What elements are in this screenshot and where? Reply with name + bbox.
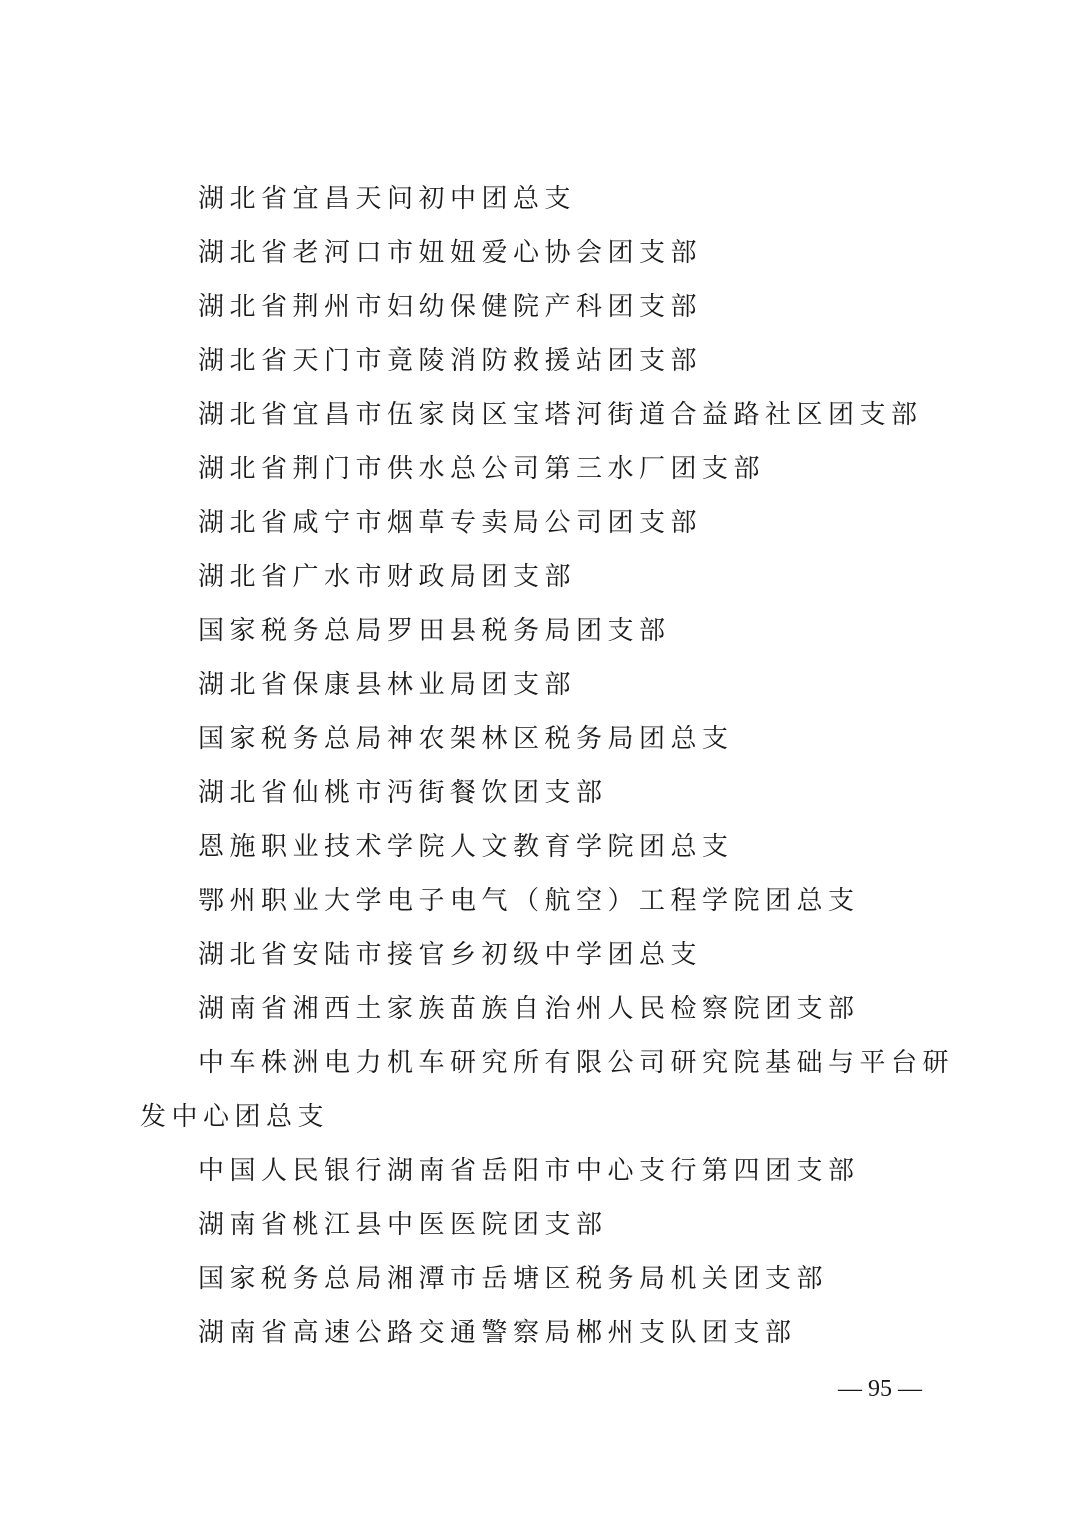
organization-list: [140, 172, 960, 1360]
list-item: 湖北省安陆市接官乡初级中学团总支: [198, 940, 703, 970]
list-item: 湖北省荆门市供水总公司第三水厂团支部: [198, 454, 766, 484]
list-item: 湖北省老河口市妞妞爱心协会团支部: [198, 238, 703, 268]
list-item: 湖南省高速公路交通警察局郴州支队团支部: [198, 1318, 797, 1348]
list-item: 国家税务总局罗田县税务局团支部: [198, 616, 671, 646]
list-item: 湖北省广水市财政局团支部: [198, 562, 577, 592]
list-item: 湖北省荆州市妇幼保健院产科团支部: [198, 292, 703, 322]
list-item: 中车株洲电力机车研究所有限公司研究院基础与平台研发中心团总支: [140, 1048, 955, 1132]
list-item: 湖北省保康县林业局团支部: [198, 670, 577, 700]
list-item: 湖北省宜昌市伍家岗区宝塔河街道合益路社区团支部: [198, 400, 923, 430]
list-item: 国家税务总局湘潭市岳塘区税务局机关团支部: [198, 1264, 829, 1294]
list-item: 鄂州职业大学电子电气（航空）工程学院团总支: [198, 886, 860, 916]
list-item: 湖北省天门市竟陵消防救援站团支部: [198, 346, 703, 376]
list-item: 湖北省仙桃市沔街餐饮团支部: [198, 778, 608, 808]
list-item: 国家税务总局神农架林区税务局团总支: [198, 724, 734, 754]
list-item: 中国人民银行湖南省岳阳市中心支行第四团支部: [198, 1156, 860, 1186]
page-number: — 95 —: [838, 1376, 922, 1402]
list-item: 湖北省宜昌天问初中团总支: [198, 184, 577, 214]
list-item: 恩施职业技术学院人文教育学院团总支: [198, 832, 734, 862]
list-item: 湖南省湘西土家族苗族自治州人民检察院团支部: [198, 994, 860, 1024]
list-item: 湖北省咸宁市烟草专卖局公司团支部: [198, 508, 703, 538]
list-item: 湖南省桃江县中医医院团支部: [198, 1210, 608, 1240]
